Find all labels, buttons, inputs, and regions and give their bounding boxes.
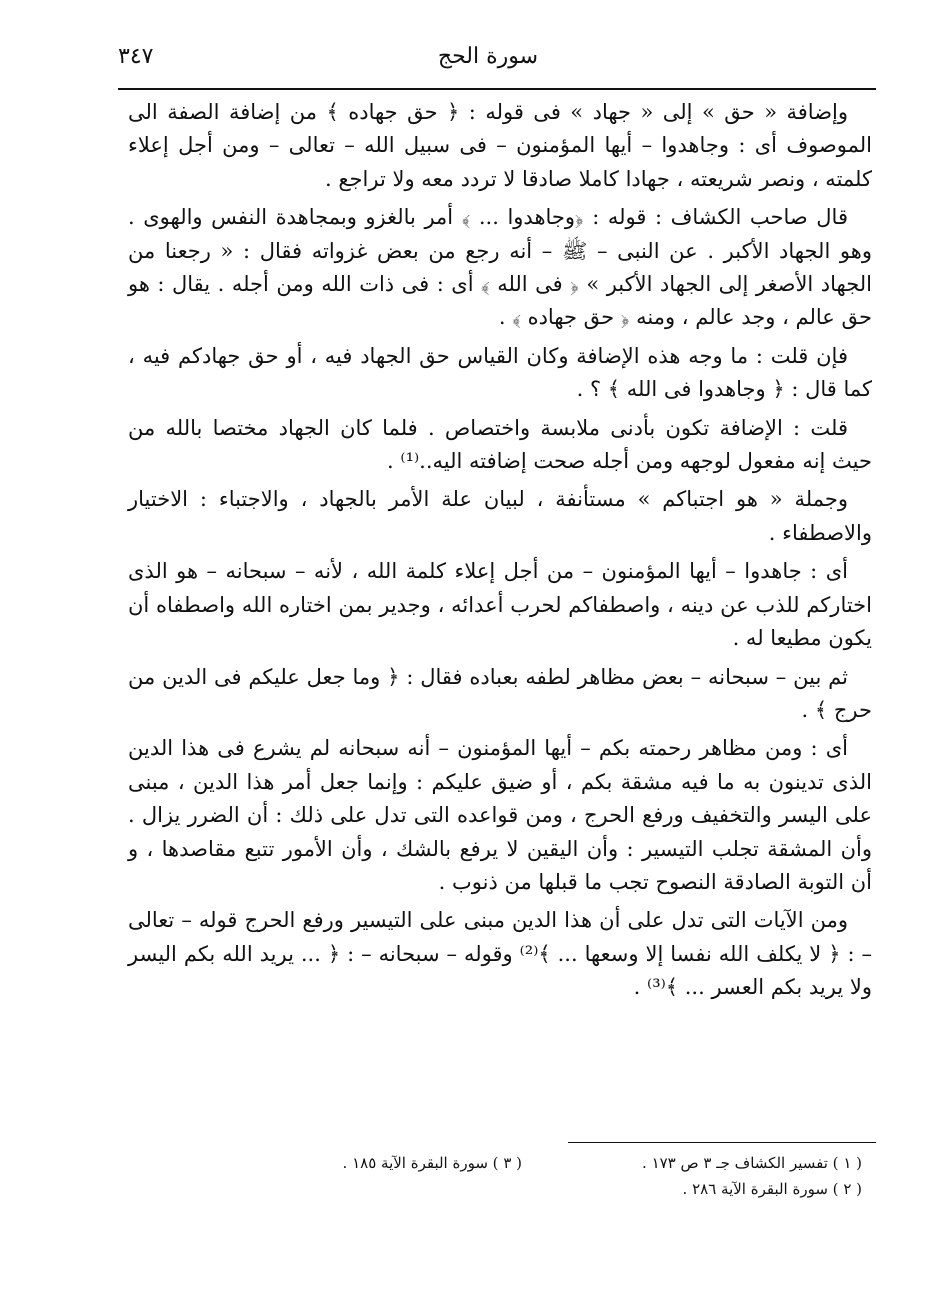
header-rule [118,88,876,90]
paragraph: أى : جاهدوا – أيها المؤمنون – من أجل إعلاء كلمة الله ، لأنه – سبحانه – هو الذى اختاركم للذب عن دينه ، واصطفاكم لحرب أعدائه ، وجدير بمن اختاره الله واصطفاه أن يكون مطيعا له . [128,559,872,651]
paragraph: قلت : الإضافة تكون بأدنى ملابسة واختصاص . فلما كان الجهاد مختصا بالله من حيث إنه مفعول لوجهه ومن أجله صحت إضافته اليه..⁽¹⁾ . [128,415,872,474]
paragraph: فإن قلت : ما وجه هذه الإضافة وكان القياس حق الجهاد فيه ، أو حق جهادكم فيه ، كما قال : ﴿ وجاهدوا فى الله ﴾ ؟ . [128,343,872,402]
page-number: ٣٤٧ [118,44,154,69]
page-header [118,38,858,88]
paragraph: ومن الآيات التى تدل على أن هذا الدين مبنى على التيسير ورفع الحرج قوله – تعالى – : ﴿ لا يكلف الله نفسا إلا وسعها ... ﴾⁽²⁾ وقوله – سبحانه – : ﴿ ... يريد الله بكم اليسر ولا يريد بكم العسر ... ﴾⁽³⁾ . [128,908,872,1000]
paragraph: وإضافة « حق » إلى « جهاد » فى قوله : ﴿ حق جهاده ﴾ من إضافة الصفة الى الموصوف أى : وجاهدوا – أيها المؤمنون – فى سبيل الله – تعالى – ومن أجل إعلاء كلمته ، ونصر شريعته ، جهادا كاملا صادقا لا تردد معه ولا تراجع . [128,100,872,191]
paragraph: وجملة « هو اجتباكم » مستأنفة ، لبيان علة الأمر بالجهاد ، والاجتباء : الاختيار والاصطفاء . [128,487,872,545]
footnotes [128,1150,872,1202]
surah-title: سورة الحج [437,44,539,69]
footnote-rule [568,1142,876,1143]
paragraph: قال صاحب الكشاف : قوله : ﴿وجاهدوا ... ﴾ أمر بالغزو وبمجاهدة النفس والهوى . وهو الجهاد الأكبر . عن النبى – ﷺ – أنه رجع من بعض غزواته فقال : « رجعنا من الجهاد الأصغر إلى الجهاد الأكبر » ﴿ فى الله ﴾ أى : فى ذات الله ومن أجله . يقال : هو حق عالم ، وجد عالم ، ومنه ﴿ حق جهاده ﴾ . [128,205,872,330]
footnote-1: ( ١ ) تفسير الكشاف جـ ٣ ص ١٧٣ . [642,1154,862,1172]
footnote-3: ( ٣ ) سورة البقرة الآية ١٨٥ . [342,1154,522,1172]
main-text [128,96,872,1010]
footnote-2: ( ٢ ) سورة البقرة الآية ٢٨٦ . [682,1180,862,1198]
paragraph: أى : ومن مظاهر رحمته بكم – أيها المؤمنون – أنه سبحانه لم يشرع فى هذا الدين الذى تدينون به ما فيه مشقة بكم ، أو ضيق عليكم : وإنما جعل أمر هذا الدين ، مبنى على اليسر والتخفيف ورفع الحرج ، ومن قواعده التى تدل على ذلك : أن الضرر يزال . وأن المشقة تجلب التيسير : وأن اليقين لا يرفع بالشك ، وأن الأمور تتبع مقاصدها ، و أن التوبة الصادقة النصوح تجب ما قبلها من ذنوب . [128,736,872,894]
paragraph: ثم بين – سبحانه – بعض مظاهر لطفه بعباده فقال : ﴿ وما جعل عليكم فى الدين من حرج ﴾ . [128,664,872,722]
